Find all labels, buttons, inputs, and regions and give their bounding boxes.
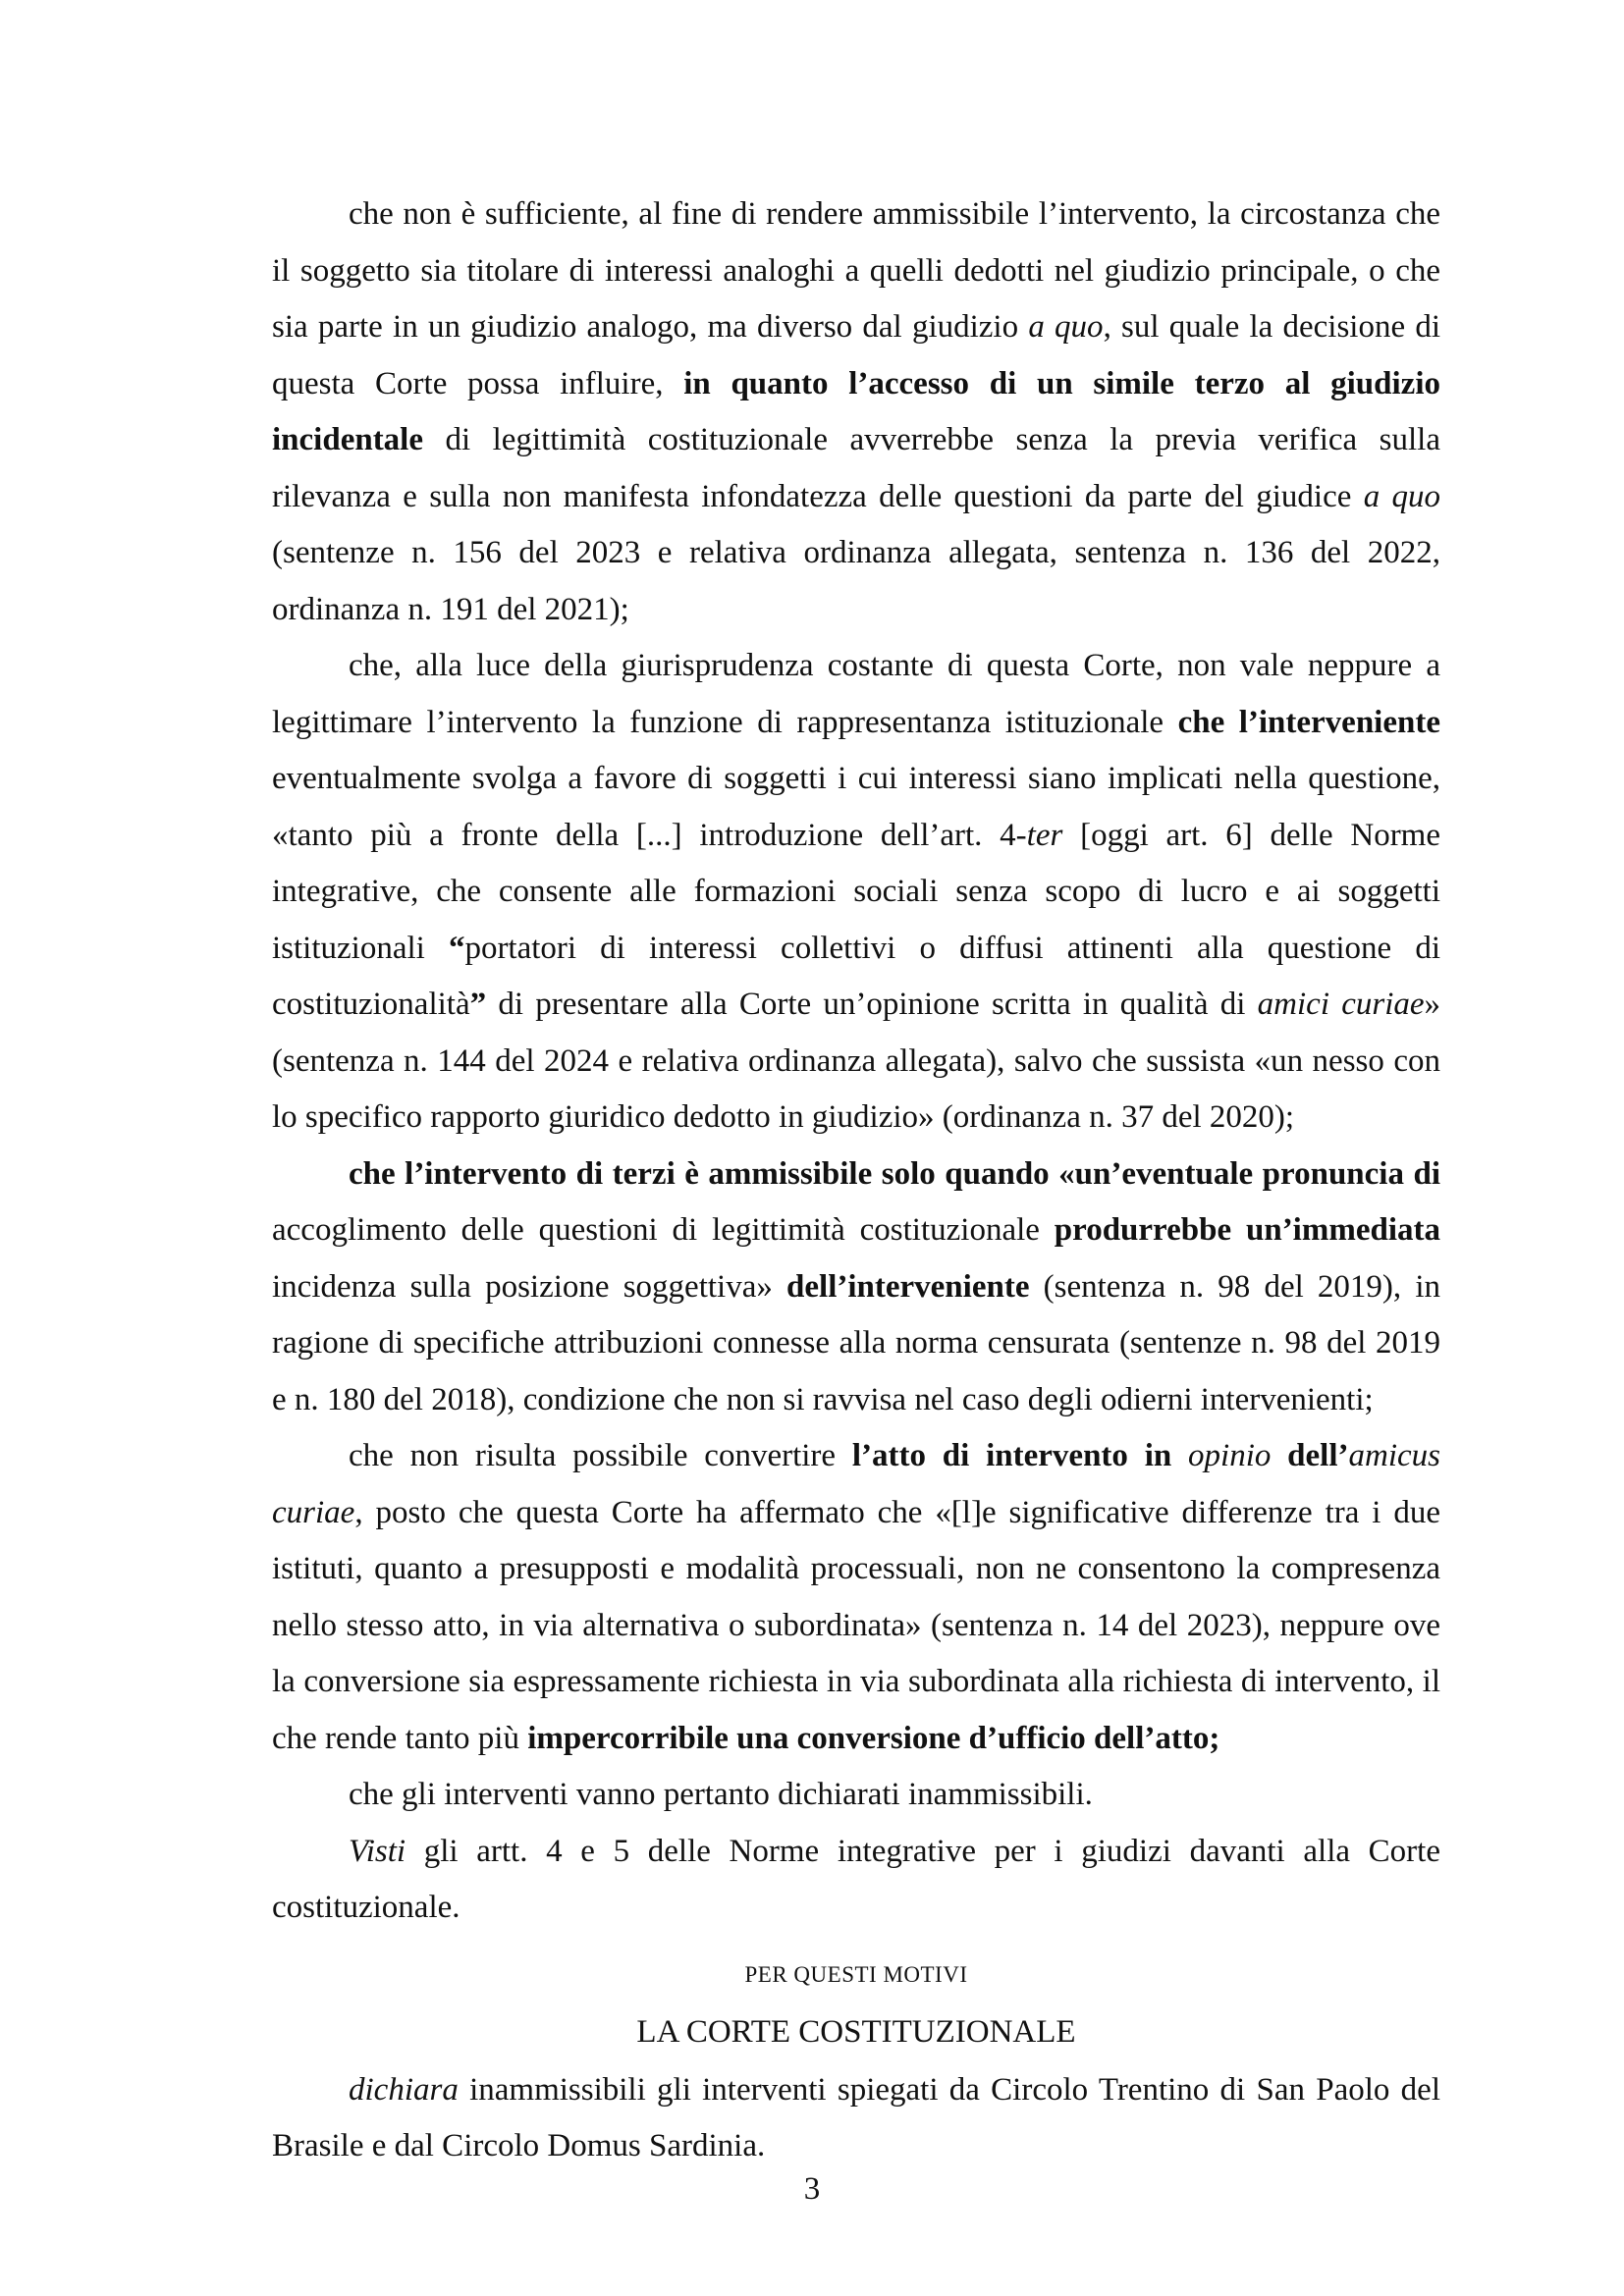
italic-text: opinio [1188, 1438, 1272, 1473]
bold-text: l’atto di intervento in [851, 1438, 1172, 1473]
italic-text: amicus curiae [272, 1438, 1440, 1530]
section-heading-small: PER QUESTI MOTIVI [744, 1961, 968, 1987]
text-segment: che non è sufficiente, al fine di rendere ammissibile l’intervento, la circostanza che il soggetto sia titolare di interessi analoghi a quelli dedotti nel giudizio principale, o che sia parte in un giudizio analogo, ma diverso dal giudizio [272, 196, 1440, 345]
text-segment: » (sentenza n. 144 del 2024 e relativa ordinanza allegata), salvo che sussista «un nesso con lo specifico rapporto giuridico dedotto in giudizio» (ordinanza n. 37 del 2020); [272, 987, 1441, 1135]
bold-text: ” [469, 987, 487, 1022]
bold-text: in quanto l’accesso di un simile terzo al giudizio incidentale [272, 365, 1440, 457]
italic-text: a quo [1363, 478, 1441, 514]
paragraph-2 [272, 638, 1440, 1147]
paragraph-1 [272, 187, 1440, 638]
text-segment: incidenza sulla posizione soggettiva» [272, 1268, 787, 1305]
text-segment: accoglimento delle questioni di legittimità costituzionale [272, 1212, 1055, 1248]
paragraph-4 [272, 1428, 1440, 1767]
bold-text: che l’intervento di terzi è ammissibile solo quando «un’eventuale pronuncia di [349, 1155, 1440, 1192]
text-segment: inammissibili gli interventi spiegati da Circolo Trentino di San Paolo del Brasile e dal Circolo Domus Sardinia. [272, 2071, 1440, 2163]
text-segment: (sentenze n. 156 del 2023 e relativa ordinanza allegata, sentenza n. 136 del 2022, ordinanza n. 191 del 2021); [272, 535, 1440, 627]
closing-paragraph [272, 2062, 1440, 2175]
text-segment: che non risulta possibile convertire [349, 1438, 852, 1473]
italic-text: dichiara [349, 2071, 459, 2108]
paragraph-3 [272, 1147, 1440, 1429]
italic-text: amici curiae [1257, 987, 1425, 1022]
page-number: 3 [803, 2171, 821, 2207]
body-text [272, 187, 1440, 1937]
italic-text: ter [1026, 817, 1063, 853]
text-segment: portatori di interessi collettivi o diffusi attinenti alla questione di costituzionalità [272, 930, 1440, 1022]
bold-text: che l’interveniente [1177, 704, 1440, 740]
text-segment [1171, 1438, 1188, 1473]
italic-text: Visti [349, 1833, 406, 1869]
bold-text: dell’ [1287, 1438, 1349, 1473]
bold-text: dell’interveniente [786, 1268, 1030, 1305]
text-segment: eventualmente svolga a favore di soggetti i cui interessi siano implicati nella questione, «tanto più a fronte della [...] introduzione dell’art. 4- [272, 761, 1440, 853]
text-segment: [oggi art. 6] delle Norme integrative, che consente alle formazioni sociali senza scopo di lucro e ai soggetti istituzionali [272, 817, 1441, 966]
section-heading-main: LA CORTE COSTITUZIONALE [636, 2013, 1076, 2050]
paragraph-5 [272, 1767, 1440, 1824]
italic-text: a quo [1028, 309, 1104, 345]
document-page [272, 187, 1440, 2175]
bold-text: produrrebbe un’immediata [1054, 1212, 1440, 1248]
text-segment: di presentare alla Corte un’opinione scritta in qualità di [486, 987, 1258, 1022]
text-segment: , sul quale la decisione di questa Corte possa influire, [272, 309, 1441, 401]
text-segment: che, alla luce della giurisprudenza costante di questa Corte, non vale neppure a legittimare l’intervento la funzione di rappresentanza istituzionale [272, 648, 1440, 740]
text-segment: , posto che questa Corte ha affermato che «[l]e significative differenze tra i due istituti, quanto a presupposti e modalità processuali, non ne consentono la compresenza nello stesso atto, in via alternativa o subordinata» (sentenza n. 14 del 2023), neppure ove la conversione sia espressamente richiesta in via subordinata alla richiesta di intervento, il che rende tanto più [272, 1494, 1440, 1756]
text-segment: gli artt. 4 e 5 delle Norme integrative per i giudizi davanti alla Corte costituzionale. [272, 1833, 1440, 1925]
text-segment: che gli interventi vanno pertanto dichiarati inammissibili. [349, 1777, 1093, 1812]
text-segment: di legittimità costituzionale avverrebbe senza la previa verifica sulla rilevanza e sulla non manifesta infondatezza delle questioni da parte del giudice [272, 422, 1440, 514]
bold-text: “ [448, 930, 465, 966]
paragraph-6 [272, 1824, 1440, 1937]
text-segment: (sentenza n. 98 del 2019), in ragione di specifiche attribuzioni connesse alla norma censurata (sentenze n. 98 del 2019 e n. 180 del 2018), condizione che non si ravvisa nel caso degli odierni intervenienti; [272, 1268, 1441, 1417]
bold-text: impercorribile una conversione d’ufficio dell’atto; [527, 1720, 1220, 1756]
text-segment [1271, 1438, 1287, 1473]
